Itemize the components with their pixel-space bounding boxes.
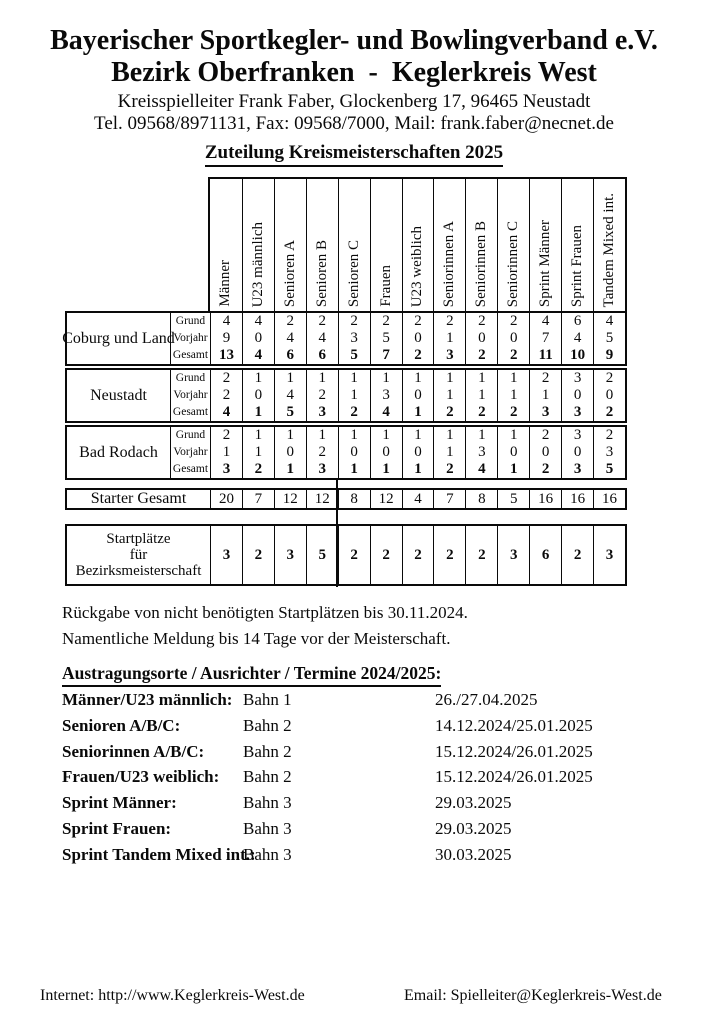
- grund-value: 1: [350, 370, 358, 386]
- data-cell: [338, 370, 370, 421]
- data-cell: [306, 313, 338, 364]
- gesamt-value: 2: [350, 404, 358, 420]
- vorjahr-value: 0: [510, 330, 518, 346]
- club-group: [62, 311, 627, 366]
- gesamt-value: 6: [286, 347, 295, 363]
- data-cell: [465, 427, 497, 478]
- vorjahr-value: 0: [286, 444, 295, 460]
- startplatz-value: 3: [497, 526, 529, 584]
- data-cell: [370, 370, 402, 421]
- data-cell: [402, 427, 434, 478]
- club-name: Bad Rodach: [79, 443, 158, 461]
- data-cell: [242, 370, 274, 421]
- schedule-lane: Bahn 2: [243, 715, 292, 735]
- club-name: Coburg und Land: [62, 329, 175, 347]
- startplatz-value: 3: [210, 526, 242, 584]
- vorjahr-value: 3: [350, 330, 358, 346]
- startplatz-value: 2: [370, 526, 402, 584]
- row-type-label: Vorjahr: [173, 446, 208, 458]
- vorjahr-value: 0: [414, 387, 422, 403]
- vorjahr-value: 5: [382, 330, 390, 346]
- grund-value: 2: [510, 313, 518, 329]
- data-cell: [561, 313, 593, 364]
- schedule-title-wrap: [62, 663, 441, 687]
- grund-value: 2: [222, 370, 231, 386]
- startplatz-value: 3: [274, 526, 306, 584]
- grund-value: 3: [573, 370, 582, 386]
- gesamt-value: 3: [318, 461, 326, 477]
- gesamt-value: 1: [510, 461, 518, 477]
- gesamt-value: 9: [605, 347, 614, 363]
- grund-value: 1: [318, 427, 326, 443]
- starter-value: 20: [210, 490, 242, 508]
- grund-value: 1: [318, 370, 326, 386]
- note-rueckgabe: Rückgabe von nicht benötigten Startplätzen bis 30.11.2024.: [62, 603, 468, 622]
- starter-value: 12: [306, 490, 338, 508]
- startplatz-value: 6: [529, 526, 561, 584]
- gesamt-value: 2: [254, 461, 263, 477]
- schedule-discipline: Sprint Männer:: [62, 793, 177, 813]
- club-name: Neustadt: [90, 386, 147, 404]
- vorjahr-value: 1: [222, 444, 231, 460]
- data-cell: [465, 370, 497, 421]
- data-cell: [593, 427, 625, 478]
- schedule-discipline: Sprint Frauen:: [62, 818, 172, 838]
- schedule-discipline: Seniorinnen A/B/C:: [62, 741, 205, 761]
- starter-gesamt-label: Starter Gesamt: [90, 490, 187, 507]
- starter-value: 5: [497, 490, 529, 508]
- startplatz-value: 2: [561, 526, 593, 584]
- schedule-discipline: Frauen/U23 weiblich:: [62, 767, 220, 787]
- column-header-label: Seniorinnen B: [473, 220, 490, 307]
- row-type-labels: [170, 370, 210, 421]
- column-header-label: U23 männlich: [249, 221, 266, 307]
- column-header-cell: [402, 179, 434, 312]
- data-cell: [338, 313, 370, 364]
- schedule-lane: Bahn 2: [243, 767, 292, 787]
- vorjahr-value: 1: [350, 387, 358, 403]
- grund-value: 4: [541, 313, 550, 329]
- vorjahr-value: 0: [254, 387, 263, 403]
- data-cell: [274, 313, 306, 364]
- gesamt-value: 2: [446, 461, 454, 477]
- data-cell: [561, 427, 593, 478]
- doc-title: Zuteilung Kreismeisterschaften 2025: [205, 142, 503, 167]
- grund-value: 4: [222, 313, 231, 329]
- gesamt-value: 1: [254, 404, 263, 420]
- vorjahr-value: 4: [573, 330, 582, 346]
- vorjahr-value: 2: [318, 387, 326, 403]
- schedule-list: [62, 687, 642, 868]
- vorjahr-value: 3: [478, 444, 486, 460]
- row-type-label: Grund: [175, 315, 206, 327]
- schedule-lane: Bahn 3: [243, 818, 292, 838]
- vorjahr-value: 4: [318, 330, 326, 346]
- schedule-date: 29.03.2025: [435, 793, 512, 813]
- data-cell: [465, 313, 497, 364]
- region-title: Bezirk Oberfranken - Keglerkreis West: [111, 57, 597, 88]
- schedule-row: [62, 739, 642, 765]
- grund-value: 4: [605, 313, 614, 329]
- schedule-discipline: Senioren A/B/C:: [62, 715, 181, 735]
- grund-value: 2: [605, 427, 614, 443]
- column-header-label: U23 weiblich: [409, 225, 426, 307]
- column-header-label: Sprint Männer: [537, 219, 554, 307]
- gesamt-value: 3: [318, 404, 326, 420]
- grund-value: 2: [541, 370, 550, 386]
- club-group: [65, 368, 627, 423]
- grund-value: 2: [414, 313, 422, 329]
- vorjahr-value: 4: [286, 387, 295, 403]
- schedule-row: [62, 790, 642, 816]
- data-cell: [210, 313, 242, 364]
- data-cell: [433, 370, 465, 421]
- column-header-cell: [529, 179, 561, 312]
- vorjahr-value: 1: [478, 387, 486, 403]
- schedule-lane: Bahn 2: [243, 741, 292, 761]
- startplatz-value: 2: [402, 526, 434, 584]
- gesamt-value: 10: [570, 347, 586, 363]
- vorjahr-value: 0: [414, 330, 422, 346]
- vorjahr-value: 1: [510, 387, 518, 403]
- data-cell: [370, 313, 402, 364]
- vorjahr-value: 2: [318, 444, 326, 460]
- data-cell: [274, 427, 306, 478]
- grund-value: 4: [254, 313, 263, 329]
- gesamt-value: 2: [478, 404, 486, 420]
- row-type-label: Grund: [175, 372, 206, 384]
- row-type-label: Gesamt: [172, 349, 209, 361]
- data-cell: [338, 427, 370, 478]
- grund-value: 2: [605, 370, 614, 386]
- grund-value: 1: [286, 370, 295, 386]
- data-cell: [593, 370, 625, 421]
- grund-value: 1: [254, 427, 263, 443]
- column-header-label: Tandem Mixed int.: [601, 192, 618, 307]
- schedule-row: [62, 842, 642, 868]
- grund-value: 1: [414, 427, 422, 443]
- starter-value: 16: [593, 490, 625, 508]
- footer-internet: Internet: http://www.Keglerkreis-West.de: [40, 987, 305, 1004]
- row-type-label: Gesamt: [172, 463, 209, 475]
- starter-gesamt-row: [65, 488, 627, 510]
- grund-value: 1: [286, 427, 295, 443]
- schedule-date: 29.03.2025: [435, 818, 512, 838]
- vorjahr-value: 0: [605, 387, 614, 403]
- data-cell: [529, 370, 561, 421]
- starter-value: 16: [529, 490, 561, 508]
- vorjahr-value: 2: [222, 387, 231, 403]
- column-header-label: Sprint Frauen: [569, 224, 586, 307]
- data-cell: [306, 427, 338, 478]
- note-meldung: Namentliche Meldung bis 14 Tage vor der Meisterschaft.: [62, 629, 451, 648]
- gesamt-value: 2: [446, 404, 454, 420]
- schedule-row: [62, 687, 642, 713]
- schedule-date: 30.03.2025: [435, 844, 512, 864]
- column-header-cell: [497, 179, 529, 312]
- gesamt-value: 3: [573, 461, 582, 477]
- starter-value: 7: [433, 490, 465, 508]
- grund-value: 2: [318, 313, 326, 329]
- vorjahr-value: 1: [541, 387, 550, 403]
- gesamt-value: 2: [541, 461, 550, 477]
- column-header-cell: [465, 179, 497, 312]
- schedule-lane: Bahn 3: [243, 793, 292, 813]
- vorjahr-value: 3: [605, 444, 614, 460]
- column-header-cell: [561, 179, 593, 312]
- column-header-label: Männer: [217, 260, 234, 307]
- startplatz-value: 2: [338, 526, 370, 584]
- data-cell: [306, 370, 338, 421]
- schedule-date: 26./27.04.2025: [435, 690, 538, 709]
- gesamt-value: 3: [446, 347, 454, 363]
- org-title: Bayerischer Sportkegler- und Bowlingverband e.V.: [50, 25, 658, 56]
- grund-value: 2: [286, 313, 295, 329]
- gesamt-value: 6: [318, 347, 326, 363]
- startplatz-value: 2: [465, 526, 497, 584]
- grund-value: 1: [510, 427, 518, 443]
- gesamt-value: 11: [538, 347, 553, 363]
- vorjahr-value: 0: [510, 444, 518, 460]
- grund-value: 1: [254, 370, 263, 386]
- data-cell: [529, 313, 561, 364]
- column-header-cell: [274, 179, 306, 312]
- starter-value: 8: [338, 490, 370, 508]
- row-type-label: Gesamt: [172, 406, 209, 418]
- gesamt-value: 2: [510, 404, 518, 420]
- row-type-label: Grund: [175, 429, 206, 441]
- gesamt-value: 5: [350, 347, 358, 363]
- starter-value: 7: [242, 490, 274, 508]
- vorjahr-value: 0: [478, 330, 486, 346]
- startplaetze-table: [65, 524, 627, 586]
- grund-value: 3: [573, 427, 582, 443]
- startplaetze-label-line: Startplätze: [106, 531, 171, 547]
- vorjahr-value: 0: [350, 444, 358, 460]
- gesamt-value: 1: [286, 461, 295, 477]
- column-header-cell: [370, 179, 402, 312]
- gesamt-value: 1: [382, 461, 390, 477]
- gesamt-value: 2: [478, 347, 486, 363]
- data-cell: [242, 313, 274, 364]
- column-header-cell: [242, 179, 274, 312]
- column-header-cell: [306, 179, 338, 312]
- starter-value: 4: [402, 490, 434, 508]
- column-header-label: Senioren B: [313, 239, 330, 307]
- startplaetze-label: [67, 526, 210, 584]
- grund-value: 2: [541, 427, 550, 443]
- startplatz-value: 2: [433, 526, 465, 584]
- footer-email: Email: Spielleiter@Keglerkreis-West.de: [404, 987, 662, 1004]
- vorjahr-value: 0: [541, 444, 550, 460]
- vorjahr-value: 1: [446, 444, 454, 460]
- data-cell: [433, 427, 465, 478]
- grund-value: 1: [478, 427, 486, 443]
- grund-value: 1: [350, 427, 358, 443]
- data-cell: [242, 427, 274, 478]
- gesamt-value: 1: [414, 461, 422, 477]
- doc-title-wrap: [0, 142, 708, 167]
- schedule-row: [62, 816, 642, 842]
- gesamt-value: 2: [605, 404, 614, 420]
- grund-value: 1: [510, 370, 518, 386]
- vorjahr-value: 0: [414, 444, 422, 460]
- vorjahr-value: 9: [222, 330, 231, 346]
- gesamt-value: 2: [414, 347, 422, 363]
- starter-value: 8: [465, 490, 497, 508]
- schedule-date: 14.12.2024/25.01.2025: [435, 715, 593, 735]
- column-header-cell: [210, 179, 242, 312]
- allocation-table-column-headers: [208, 177, 627, 312]
- gesamt-value: 7: [382, 347, 390, 363]
- data-cell: [529, 427, 561, 478]
- scan-artifact-line: [336, 478, 338, 587]
- schedule-date: 15.12.2024/26.01.2025: [435, 741, 593, 761]
- grund-value: 2: [478, 313, 486, 329]
- club-group: [65, 425, 627, 480]
- gesamt-value: 3: [222, 461, 231, 477]
- column-header-label: Seniorinnen C: [505, 220, 522, 307]
- startplatz-value: 2: [242, 526, 274, 584]
- gesamt-value: 3: [541, 404, 550, 420]
- starter-value: 16: [561, 490, 593, 508]
- vorjahr-value: 7: [541, 330, 550, 346]
- row-type-labels: [170, 313, 210, 364]
- schedule-discipline: Männer/U23 männlich:: [62, 690, 233, 709]
- grund-value: 1: [382, 370, 390, 386]
- data-cell: [210, 370, 242, 421]
- grund-value: 1: [446, 427, 454, 443]
- grund-value: 2: [350, 313, 358, 329]
- gesamt-value: 4: [478, 461, 486, 477]
- vorjahr-value: 0: [573, 444, 582, 460]
- grund-value: 1: [478, 370, 486, 386]
- schedule-row: [62, 764, 642, 790]
- row-type-label: Vorjahr: [173, 389, 208, 401]
- column-header-label: Senioren A: [281, 239, 298, 307]
- schedule-discipline: Sprint Tandem Mixed int.:: [62, 844, 256, 864]
- starter-value: 12: [274, 490, 306, 508]
- startplatz-value: 5: [306, 526, 338, 584]
- column-header-label: Seniorinnen A: [441, 220, 458, 307]
- startplatz-value: 3: [593, 526, 625, 584]
- grund-value: 2: [446, 313, 454, 329]
- vorjahr-value: 1: [446, 330, 454, 346]
- gesamt-value: 2: [510, 347, 518, 363]
- gesamt-value: 5: [286, 404, 295, 420]
- gesamt-value: 3: [573, 404, 582, 420]
- column-header-cell: [433, 179, 465, 312]
- grund-value: 1: [382, 427, 390, 443]
- data-cell: [274, 370, 306, 421]
- grund-value: 1: [446, 370, 454, 386]
- vorjahr-value: 0: [254, 330, 263, 346]
- row-type-labels: [170, 427, 210, 478]
- row-type-label: Vorjahr: [173, 332, 208, 344]
- vorjahr-value: 1: [254, 444, 263, 460]
- vorjahr-value: 3: [382, 387, 390, 403]
- schedule-lane: Bahn 1: [243, 690, 292, 709]
- schedule-date: 15.12.2024/26.01.2025: [435, 767, 593, 787]
- column-header-label: Senioren C: [345, 239, 362, 307]
- schedule-lane: Bahn 3: [243, 844, 292, 864]
- gesamt-value: 4: [254, 347, 263, 363]
- data-cell: [433, 313, 465, 364]
- grund-value: 6: [573, 313, 582, 329]
- phone-mail-line: Tel. 09568/8971131, Fax: 09568/7000, Mail: frank.faber@necnet.de: [94, 113, 614, 134]
- startplaetze-label-line: für: [129, 547, 148, 563]
- data-cell: [370, 427, 402, 478]
- gesamt-value: 5: [605, 461, 614, 477]
- contact-line: Kreisspielleiter Frank Faber, Glockenberg 17, 96465 Neustadt: [117, 91, 591, 112]
- startplaetze-label-line: Bezirksmeisterschaft: [75, 563, 202, 579]
- vorjahr-value: 1: [446, 387, 454, 403]
- grund-value: 1: [414, 370, 422, 386]
- grund-value: 2: [222, 427, 231, 443]
- gesamt-value: 4: [382, 404, 390, 420]
- data-cell: [210, 427, 242, 478]
- column-header-label: Frauen: [377, 265, 394, 307]
- gesamt-value: 13: [218, 347, 234, 363]
- vorjahr-value: 5: [605, 330, 614, 346]
- column-header-cell: [338, 179, 370, 312]
- data-cell: [561, 370, 593, 421]
- grund-value: 2: [382, 313, 390, 329]
- column-header-cell: [593, 179, 625, 312]
- data-cell: [402, 370, 434, 421]
- schedule-row: [62, 713, 642, 739]
- gesamt-value: 1: [414, 404, 422, 420]
- vorjahr-value: 0: [573, 387, 582, 403]
- vorjahr-value: 0: [382, 444, 390, 460]
- gesamt-value: 1: [350, 461, 358, 477]
- data-cell: [497, 313, 529, 364]
- data-cell: [497, 370, 529, 421]
- gesamt-value: 4: [222, 404, 231, 420]
- data-cell: [593, 313, 625, 364]
- starter-value: 12: [370, 490, 402, 508]
- data-cell: [497, 427, 529, 478]
- schedule-title: Austragungsorte / Ausrichter / Termine 2024/2025:: [62, 663, 441, 687]
- vorjahr-value: 4: [286, 330, 295, 346]
- data-cell: [402, 313, 434, 364]
